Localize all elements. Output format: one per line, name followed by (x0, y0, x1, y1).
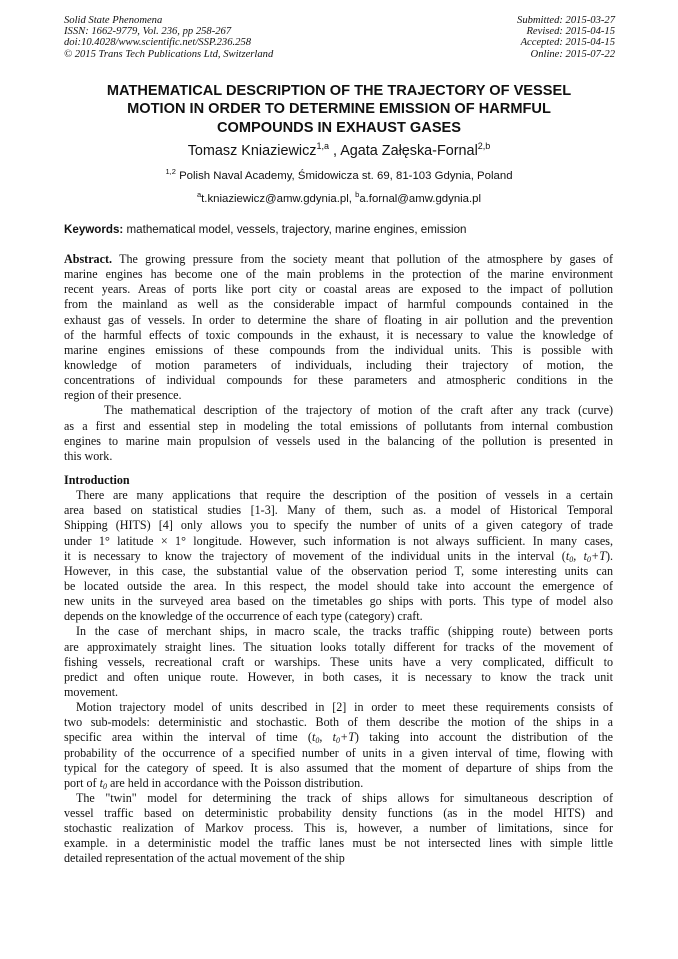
text-line: There are many applications that require the description of the position of vessels in a certain (76, 488, 613, 503)
text-line: are approximately straight lines. The situation looks totally different for tracks of the movement of (64, 639, 613, 654)
author-name: Tomasz Kniaziewicz (187, 143, 317, 159)
text-line: from the mainland as well as the considerable impact of harmful compounds contained in the (64, 297, 613, 312)
author-separator: , (328, 143, 341, 159)
title-line: COMPOUNDS IN EXHAUST GASES (216, 119, 462, 136)
text-line: Abstract. The growing pressure from the society meant that pollution of the atmosphere by gases of (64, 252, 613, 266)
title-line: MATHEMATICAL DESCRIPTION OF THE TRAJECTORY OF VESSEL (106, 83, 572, 99)
text-line: engines to marine main propulsion of vessels used in the balancing of the pollution is presented in (64, 433, 613, 448)
text-line: area based on statistical studies [1-3]. Many of them, such as. a model of Historical Temporal (64, 503, 613, 518)
text-line: predict and often unique route. However, in both cases, it is necessary to know the track unit (64, 669, 613, 684)
text-line: under 1° latitude × 1° longitude. However, such information is not always sufficient. In many cases, (64, 533, 613, 548)
author-list (64, 141, 614, 159)
text-line: this work. (64, 448, 113, 463)
text-line: However, in this case, the substantial value of the observation period T, some interesting units can (64, 563, 613, 578)
text-line: it is necessary to know the trajectory of movement of the individual units in the interval ($t_0$, $t_0+T$). (64, 548, 613, 564)
text-line: specific area within the interval of time ($t_0$, $t_0+T$) taking into account the distribution of the (64, 730, 613, 746)
text-line: movement. (64, 684, 119, 699)
affiliation-mark: 1,2 (165, 167, 176, 176)
abstract-label: Abstract. (64, 252, 113, 266)
paper-body (64, 252, 613, 867)
date-submitted: Submitted: 2015-03-27 (517, 15, 615, 26)
text-line: exhaust gas of vessels. In order to determine the share of floating in air pollution and the prevention (64, 312, 613, 327)
text-line: In the case of merchant ships, in macro scale, the tracks traffic (shipping route) between ports (76, 624, 613, 639)
text-line: fishing vessels, recreational craft or warships. These units have a very complicated, difficult to (64, 654, 613, 669)
abstract (64, 252, 613, 464)
keywords-text: mathematical model, vessels, trajectory, marine engines, emission (123, 223, 467, 236)
text-line: marine engines emissions of these compounds from the individual units. This is possible with (64, 342, 613, 357)
keywords-label: Keywords: (64, 223, 124, 236)
text-line: be located outside the area. In this respect, the model should take into account the emergence of (64, 578, 613, 593)
author-emails (64, 190, 614, 205)
keywords (64, 223, 614, 236)
journal-name: Solid State Phenomena (64, 15, 163, 26)
journal-issn: ISSN: 1662-9779, Vol. 236, pp 258-267 (64, 26, 232, 38)
text-line: The mathematical description of the trajectory of motion of the craft after any track (curve) (104, 403, 613, 418)
introduction-section (64, 473, 613, 867)
text-line: example. in a deterministic model the traffic lanes must be not intersected lines with simple little (64, 836, 613, 851)
text-line: depends on the knowledge of the occurrence of each type (category) craft. (64, 609, 423, 624)
affiliation-text: Polish Naval Academy, Śmidowicza st. 69, 81-103 Gdynia, Poland (175, 170, 513, 182)
text-line: typical for the category of speed. It is also assumed that the moment of departure of ships from the (64, 760, 613, 775)
text-line: marine engines has become one of the main problems in the protection of the marine environment (64, 267, 613, 282)
affiliation (64, 167, 614, 182)
journal-doi: doi:10.4028/www.scientific.net/SSP.236.258 (64, 37, 252, 49)
author-affiliation-mark: 2,b (477, 141, 491, 151)
text-line: port of $t_0$ are held in accordance with the Poisson distribution. (64, 775, 364, 791)
section-heading: Introduction (64, 472, 130, 487)
text-line: new units in the surveyed area based on the timetables go ships with ports. This type of model also (64, 594, 613, 609)
text-line: knowledge of motion parameters of individuals, including their trajectory of motion, the (64, 357, 613, 372)
journal-info (64, 15, 273, 60)
text-line: Motion trajectory model of units described in [2] in order to meet these requirements consists of (76, 700, 613, 715)
email-link[interactable]: a.fornal@amw.gdynia.pl (359, 193, 482, 205)
text-line: The "twin" model for determining the track of ships allows for simultaneous description of (76, 790, 613, 805)
text-line: stochastic realization of Markov process. This is, however, a number of limitations, since for (64, 821, 613, 836)
text-line: Shipping (HITS) [4] only allows you to specify the number of units of a given category of trade (64, 518, 613, 533)
date-online: Online: 2015-07-22 (530, 48, 615, 60)
date-revised: Revised: 2015-04-15 (526, 26, 615, 38)
paper-title (64, 82, 614, 137)
author-name: Agata Załęska-Fornal (340, 143, 478, 159)
author-affiliation-mark: 1,a (316, 141, 329, 151)
journal-copyright: © 2015 Trans Tech Publications Ltd, Switzerland (64, 48, 274, 60)
email-mark: a (196, 190, 202, 199)
text-line: concentrations of individual compounds for these parameters and atmospheric conditions in the (64, 373, 613, 388)
text-line: of the harmful effects of toxic compounds in the exhaust, it is necessary to value the knowledge of (64, 327, 613, 342)
text-line: as a first and essential step in modeling the total emissions of pollutants from internal combustion (64, 418, 613, 433)
title-line: MOTION IN ORDER TO DETERMINE EMISSION OF HARMFUL (127, 101, 551, 118)
submission-dates (517, 15, 615, 60)
date-accepted: Accepted: 2015-04-15 (520, 37, 615, 49)
text-line: two sub-models: deterministic and stochastic. Both of them describe the motion of the ships in a (64, 715, 613, 730)
email-separator: , (348, 193, 356, 205)
text-line: vessel traffic based on deterministic probability density functions (as in the model HITS) and (64, 806, 613, 821)
email-link[interactable]: t.kniaziewicz@amw.gdynia.pl (201, 193, 349, 205)
text-line: detailed representation of the actual movement of the ship (64, 851, 345, 866)
text-line: region of their presence. (64, 388, 182, 403)
text-line: probability of the occurrence of a specified number of units in a given interval of time, flowing with (64, 745, 613, 760)
email-mark: b (355, 190, 360, 199)
text-line: recent years. Areas of ports like port city or coastal areas are exposed to the impact of pollution (64, 282, 613, 297)
